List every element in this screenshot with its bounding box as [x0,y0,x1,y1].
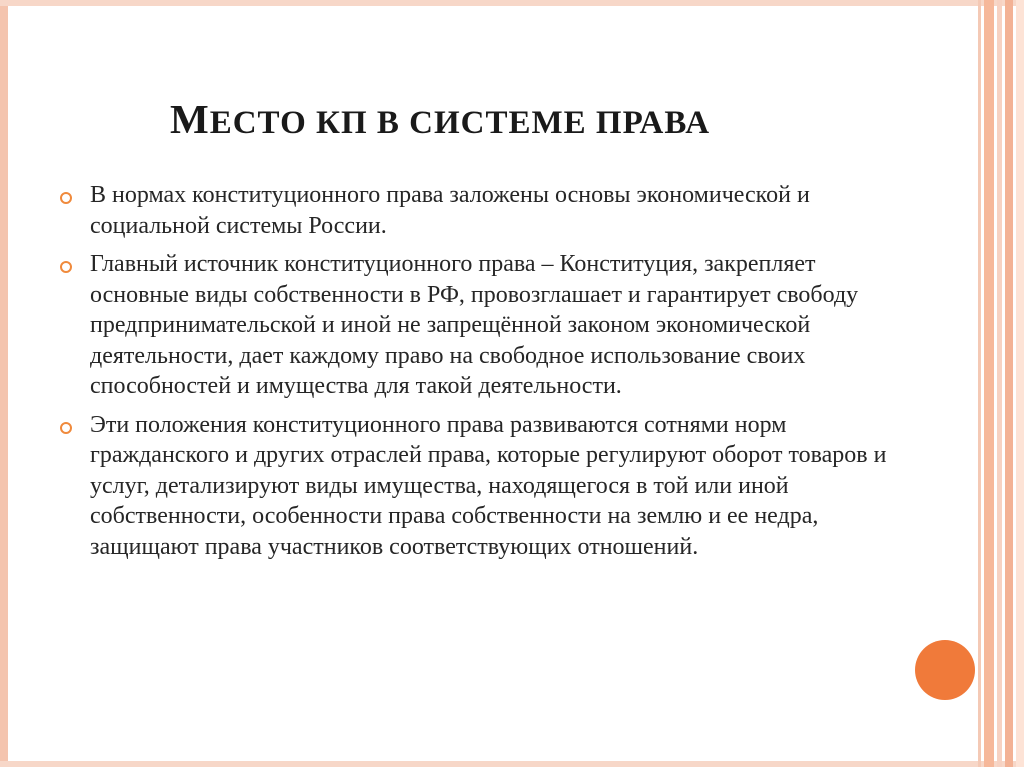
slide-title [170,95,890,144]
hollow-circle-bullet-icon [60,422,72,434]
right-stripe [997,0,1002,767]
slide-title-rest: ЕСТО КП В СИСТЕМЕ ПРАВА [209,105,711,141]
bullet-item [60,410,890,563]
bullet-text: Главный источник конституционного права – Конституция, закрепляет основные виды собственности в РФ, провозглашает и гарантирует свободу предпринимательской и иной не запрещённой законом экономической деятельности, дает каждому право на свободное использование своих способностей и имущества для такой деятельности. [90,251,859,399]
right-stripe [984,0,994,767]
bullet-item [60,249,890,402]
right-stripe [1005,0,1013,767]
bullet-list [60,180,890,570]
slide-title-initial: М [170,96,210,142]
hollow-circle-bullet-icon [60,261,72,273]
slide-border-left [0,0,8,767]
slide-border-bottom [0,761,1024,767]
right-stripe [978,0,981,767]
right-stripe [1016,0,1024,767]
orange-circle-icon [915,640,975,700]
bullet-item [60,180,890,241]
slide-border-top [0,0,1024,6]
bullet-text: Эти положения конституционного права развиваются сотнями норм гражданского и других отраслей права, которые регулируют оборот товаров и услуг, детализируют виды имущества, находящегося в той или иной собственности, особенности права собственности на землю и ее недра, защищают права участников соответствующих отношений. [90,411,887,560]
bullet-text: В нормах конституционного права заложены основы экономической и социальной системы России. [90,182,810,239]
hollow-circle-bullet-icon [60,192,72,204]
